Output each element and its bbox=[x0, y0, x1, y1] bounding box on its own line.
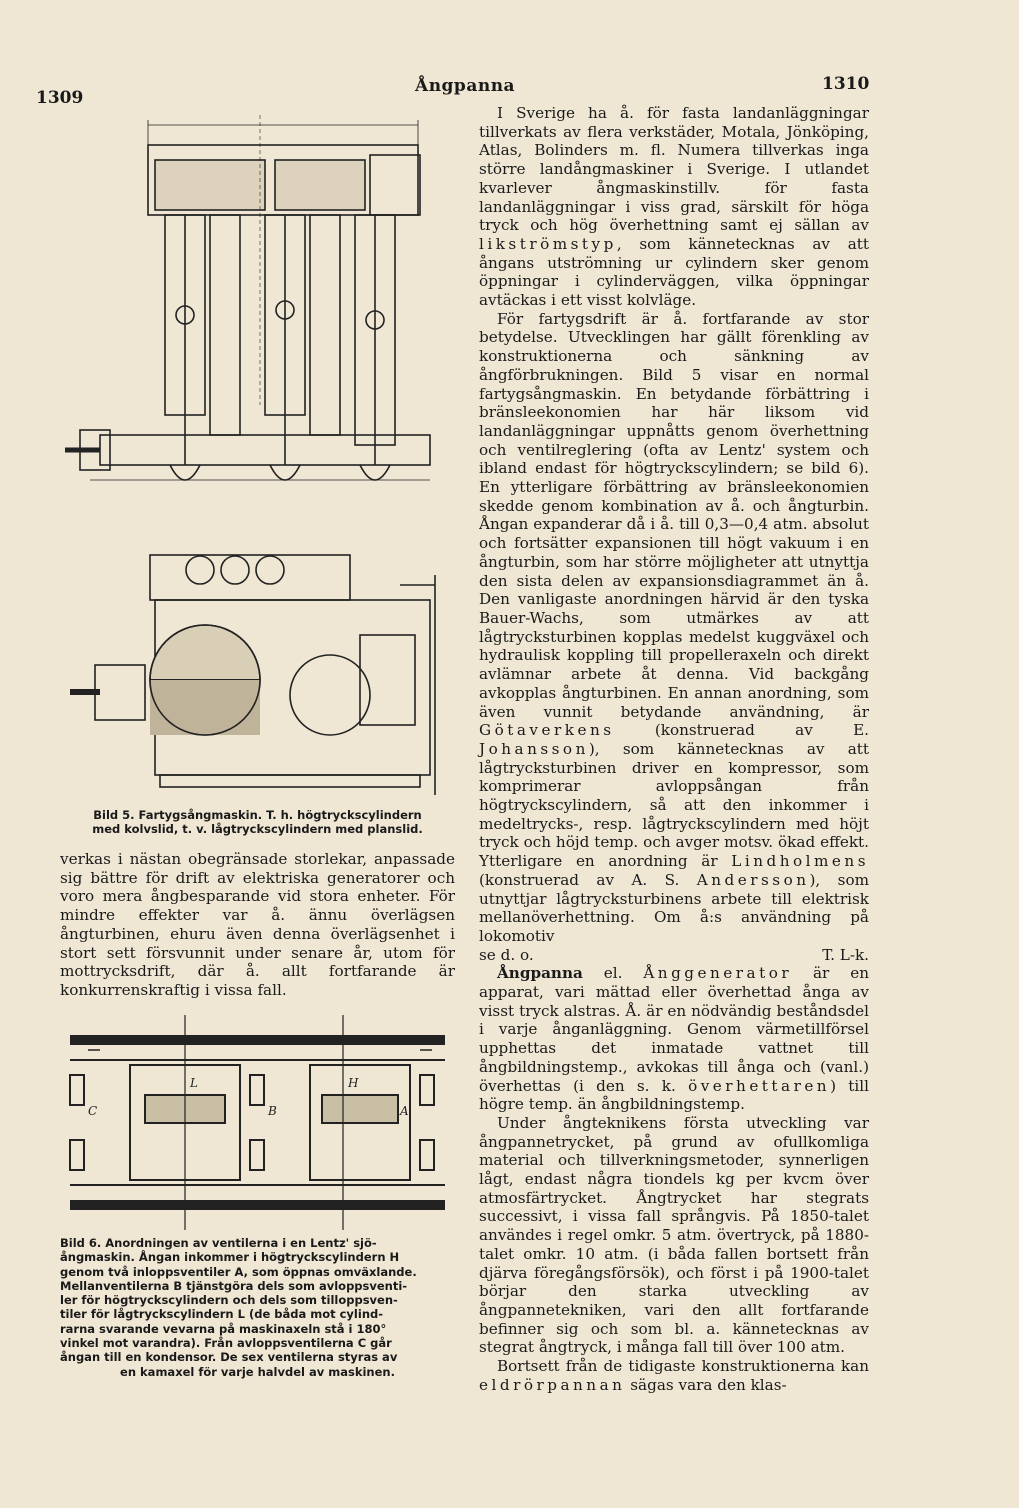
caption-line: med kolvslid, t. v. lågtryckscylindern med planslid. bbox=[92, 822, 423, 837]
spaced-term: Ånggenerator bbox=[643, 964, 793, 983]
text-run: Bortsett från de tidigaste konstruktionerna kan bbox=[497, 1357, 869, 1376]
fig6-label-C: C bbox=[88, 1104, 98, 1118]
spaced-term: likströmstyp bbox=[479, 234, 617, 253]
spaced-term: överhettaren bbox=[688, 1076, 831, 1095]
author-signature: T. L-k. bbox=[822, 945, 869, 964]
entry-headword: Ångpanna bbox=[497, 964, 583, 983]
text-run: (konstruerad av E. bbox=[614, 721, 869, 740]
paragraph-eldrorpanna bbox=[479, 1357, 869, 1394]
text-run: är en apparat, vari mättad eller överhettad ånga av visst tryck alstras. Å. är en nödvändig beståndsdel i varje ånganläggning. Genom värmetillförsel upphettas det inmatade vattnet till ångbildningstemp., avkokas till ånga och (vanl.) överhettas (i den s. k. bbox=[479, 964, 869, 1095]
caption-line: tiler för lågtryckscylindern L (de båda mot cylind- bbox=[60, 1307, 384, 1322]
text-run: sägas vara den klas- bbox=[625, 1375, 787, 1394]
caption-line: Bild 5. Fartygsångmaskin. T. h. högtryckscylindern bbox=[93, 808, 422, 822]
caption-line: Bild 6. Anordningen av ventilerna i en Lentz' sjö- bbox=[60, 1236, 377, 1250]
text-run: ), som kännetecknas av att lågtrycksturbinen driver en kompressor, som komprimerar avloppsångan från högtryckscylindern, så att den inkommer i medeltrycks-, resp. lågtryckscylindern med höjt tryck och höjd temp. och avger motsv. ökad effekt. Ytterligare en anordning är bbox=[479, 739, 869, 871]
caption-line: Mellanventilerna B tjänstgöra dels som avloppsventi- bbox=[60, 1278, 408, 1293]
paragraph-angpanna bbox=[479, 964, 869, 1114]
caption-line: ler för högtryckscylindern och dels som tilloppsven- bbox=[60, 1293, 398, 1308]
text-run: ) till högre temp. än ångbildningstemp. bbox=[479, 1076, 869, 1114]
right-column bbox=[479, 104, 869, 1395]
paragraph: verkas i nästan obegränsade storlekar, anpassade sig bättre för drift av elektriska generatorer och voro mera ångbesparande vid stora enheter. För mindre effekter var å. ännu överlägsen ångturbinen, ehuru även denna överlägsenhet i stort sett försvunnit under senare år, utom för mottrycksdrift, där å. allt fortfarande är konkurrenskraftig i vissa fall. bbox=[60, 850, 455, 999]
fig6-label-A: A bbox=[400, 1104, 409, 1118]
text-run: ), som utnyttjar lågtrycksturbinens arbete till elektrisk mellanöverhettning. Om å:s användning på lokomotiv bbox=[479, 870, 869, 945]
caption-line: ångmaskin. Ångan inkommer i högtryckscylindern H bbox=[60, 1250, 400, 1265]
paragraph-fartygsdrift bbox=[479, 310, 869, 946]
spaced-term: Andersson bbox=[696, 870, 810, 889]
fig6-label-B: B bbox=[268, 1104, 277, 1118]
running-title: Ångpanna bbox=[415, 76, 516, 96]
page-header bbox=[0, 70, 1019, 108]
caption-line: en kamaxel för varje halvdel av maskinen. bbox=[120, 1364, 395, 1379]
signature-line bbox=[479, 946, 869, 965]
spaced-term: Lindholmens bbox=[731, 852, 869, 871]
spaced-term: Götaverkens bbox=[479, 721, 615, 740]
text-run: , som kännetecknas av att ångans utströmning ur cylindern sker genom öppningar i cylinderväggen, vilka öppningar avtäckas i ett visst kolvläge. bbox=[479, 234, 869, 310]
figure-6-valve-diagram bbox=[60, 1015, 455, 1230]
page-number-left: 1309 bbox=[36, 88, 84, 108]
paragraph-history: Under ångteknikens första utveckling var ångpannetrycket, på grund av ofullkomliga material och tillverkningsmetoder, synnerligen lågt, endast några tiondels kg per kvcm över atmosfärtrycket. Ångtrycket har stegrats successivt, i vissa fall språngvis. På 1850-talet användes i regel omkr. 5 atm. övertryck, på 1880-talet omkr. 10 atm. (i båda fallen bortsett från djärva föregångsförsök), och först i på 1900-talet börjar den starka utveckling av ångpannetekniken, vari den allt fortfarande befinner sig och som bl. a. kännetecknas av stegrat ångtryck, i många fall till över 100 atm. bbox=[479, 1113, 869, 1357]
figure-6-caption bbox=[60, 1236, 455, 1379]
text-run: I Sverige ha å. för fasta landanläggningar tillverkats av flera verkstäder, Motala, Jönköping, Atlas, Bolinders m. fl. Numera tillverkas inga större landångmaskiner i Sverige. I utlandet kvarlever ångmaskinstillv. för fasta landanläggningar i viss grad, särskilt för höga tryck och hög överhettning samt ej sällan av bbox=[479, 104, 869, 235]
caption-line: ångan till en kondensor. De sex ventilerna styras av bbox=[60, 1350, 398, 1365]
text-run: (konstruerad av A. S. bbox=[479, 870, 697, 889]
fig6-label-L: L bbox=[190, 1076, 198, 1090]
caption-line: vinkel mot varandra). Från avloppsventilerna C går bbox=[60, 1336, 392, 1351]
left-column-paragraph bbox=[60, 850, 455, 1000]
caption-line: genom två inloppsventiler A, som öppnas omväxlande. bbox=[60, 1264, 417, 1279]
see-reference: se d. o. bbox=[479, 945, 534, 964]
spaced-term: Johansson bbox=[479, 739, 589, 758]
text-run: el. bbox=[582, 964, 644, 983]
paragraph-sverige bbox=[479, 104, 869, 310]
figure-5-caption bbox=[60, 808, 455, 837]
page-number-right: 1310 bbox=[822, 74, 870, 94]
text-run: För fartygsdrift är å. fortfarande av stor betydelse. Utvecklingen har gällt förenkling av konstruktionerna och sänkning av ångförbrukningen. Bild 5 visar en normal fartygsångmaskin. En betydande förbättring i bränsleekonomien har här liksom vid landanläggningar uppnåtts genom överhettning och ventilreglering (ofta av Lentz' system och ibland endast för högtryckscylindern; se bild 6). En ytterligare förbättring av bränsleekonomien skedde genom kombination av å. och ångturbin. Ångan expanderar då i å. till 0,3—0,4 atm. absolut och fortsätter expansionen till högt vakuum i en ångturbin, som har större möjligheter att utnyttja den sista delen av expansionsdiagrammet än å. Den vanligaste anordningen härvid är den tyska Bauer-Wachs, som utmärkes av att lågtrycksturbinen kopplas medelst kuggväxel och hydraulisk koppling till propelleraxeln och direkt avlämnar arbete åt denna. Vid backgång avkopplas ångturbinen. En annan anordning, som även vunnit betydande användning, är bbox=[479, 309, 869, 721]
spaced-term: eldrörpannan bbox=[479, 1375, 626, 1394]
figure-5-engine-drawing bbox=[60, 105, 455, 805]
caption-line: rarna svarande vevarna på maskinaxeln stå i 180° bbox=[60, 1321, 387, 1336]
fig6-label-H: H bbox=[348, 1076, 359, 1090]
